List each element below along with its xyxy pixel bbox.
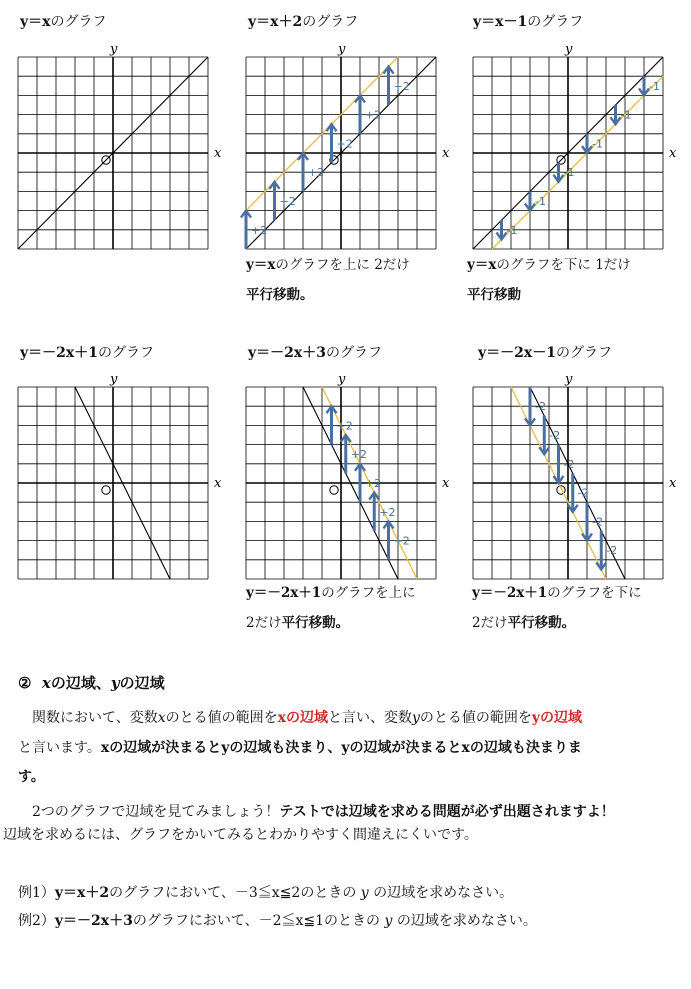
shift-label: -1 (535, 195, 546, 208)
shift-label: -1 (563, 166, 575, 180)
shift-label: +2 (365, 108, 382, 122)
graph-2 (246, 39, 450, 251)
graph-3 (473, 39, 677, 251)
shift-label: +2 (336, 137, 353, 151)
shift-label: -1 (620, 108, 632, 122)
graph-5 (246, 369, 450, 581)
shift-label: +2 (279, 195, 296, 208)
graph-4 (18, 369, 222, 581)
shift-label: -1 (649, 79, 660, 93)
x-axis-label: x (669, 476, 677, 491)
shifted-line (492, 76, 663, 249)
x-axis-label: x (669, 146, 677, 161)
origin-label (102, 486, 110, 494)
shift-label: -1 (592, 137, 603, 151)
paragraph1-line1: 関数において、変数xのとる値の範囲をxの辺域と言い、変数yのとる値の範囲をyの辺域 (32, 710, 583, 726)
graph-1 (18, 39, 222, 251)
graph-title-1: y＝xのグラフ (20, 14, 107, 30)
graph-6 (473, 369, 677, 581)
shift-label: +2 (251, 223, 268, 237)
paragraph1-line2: と言います。xの辺域が決まるとyの辺域も決まり、yの辺域が決まるとxの辺域も決まりま (18, 740, 582, 756)
shift-label: -1 (506, 223, 518, 237)
shift-label: -2 (549, 429, 561, 442)
graph-caption-5: y＝－2x＋1のグラフを上に 2だけ平行移動。 (246, 585, 416, 631)
shift-label: +2 (393, 534, 410, 548)
x-axis-label: x (214, 146, 222, 161)
paragraph2-line1: 2つのグラフで辺域を見てみましょう！テストでは辺域を求める問題が必ず出題されますよ！ (32, 804, 615, 820)
graph-caption-3: y＝xのグラフを下に 1だけ 平行移動 (467, 257, 631, 303)
graph-title-3: y＝x－1のグラフ (473, 14, 584, 30)
y-axis-label: y (110, 42, 118, 57)
shift-label: -2 (577, 486, 589, 500)
paragraph1-line3: す。 (18, 769, 45, 785)
shift-label: +2 (393, 79, 410, 93)
y-axis-label: y (565, 42, 573, 57)
graph-title-6: y＝－2x－1のグラフ (478, 345, 612, 361)
graph-caption-6: y＝－2x＋1のグラフを下に 2だけ平行移動。 (472, 585, 642, 631)
shift-label: -2 (592, 515, 603, 529)
shift-label: +2 (350, 448, 367, 462)
shift-label: +2 (379, 505, 396, 519)
shift-label: +2 (365, 477, 382, 490)
y-axis-label: y (565, 372, 573, 387)
shift-label: -2 (606, 544, 618, 558)
x-axis-label: x (442, 476, 450, 491)
graph-title-2: y＝x＋2のグラフ (248, 14, 359, 30)
paragraph2-line2: 辺域を求めるには、グラフをかいてみるとわかりやすく間違えにくいです。 (3, 827, 478, 843)
x-axis-label: x (214, 476, 222, 491)
graph-title-4: y＝－2x＋1のグラフ (20, 345, 154, 361)
y-axis-label: y (338, 372, 346, 387)
shift-label: -2 (535, 400, 546, 414)
shift-label: +2 (336, 419, 353, 433)
graph-title-5: y＝－2x＋3のグラフ (248, 345, 382, 361)
x-axis-label: x (442, 146, 450, 161)
example-1: 例1）y＝x＋2のグラフにおいて、－3≦x≦2のときの y の辺域を求めなさい。 (18, 885, 514, 901)
section-heading: ② xの辺域、yの辺域 (18, 674, 165, 692)
y-axis-label: y (110, 372, 118, 387)
example-2: 例2）y＝－2x＋3のグラフにおいて、－2≦x≦1のときの y の辺域を求めなさい。 (18, 913, 537, 929)
shift-label: -2 (563, 457, 575, 471)
graph-caption-2: y＝xのグラフを上に 2だけ 平行移動。 (246, 257, 410, 303)
shift-label: +2 (308, 166, 325, 180)
origin-label (330, 486, 338, 494)
y-axis-label: y (338, 42, 346, 57)
